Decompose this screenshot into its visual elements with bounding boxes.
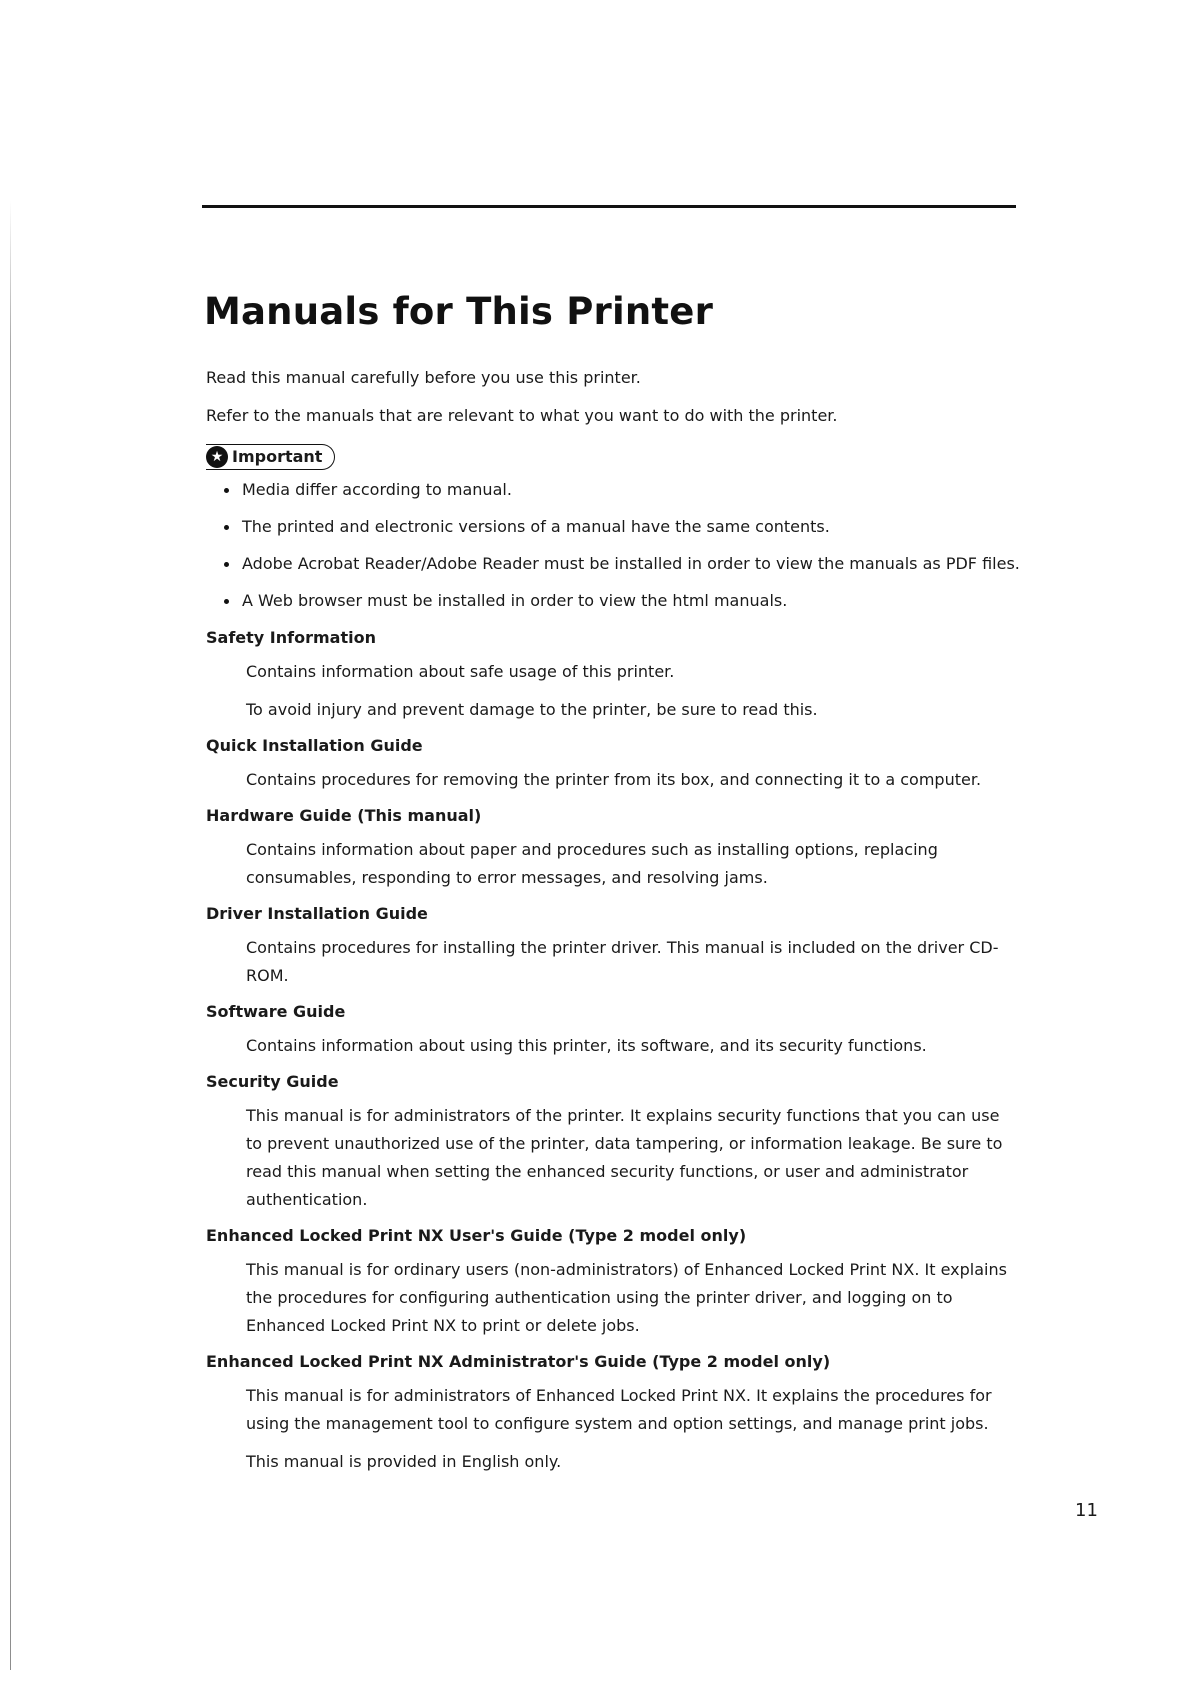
page-number: 11	[1075, 1500, 1098, 1521]
guide-software	[206, 1000, 1036, 1060]
guide-description: This manual is for administrators of the printer. It explains security functions that you can use to prevent unauthorized use of the printer, data tampering, or information leakage. Be sure to read this manual when setting the enhanced security functions, or user and administrator authentication.	[246, 1106, 1003, 1209]
guide-title: Security Guide	[206, 1072, 339, 1091]
guide-locked-print-user	[206, 1224, 1036, 1340]
guide-description: This manual is provided in English only.	[246, 1452, 562, 1471]
intro-paragraph: Refer to the manuals that are relevant to what you want to do with the printer.	[206, 406, 838, 425]
guide-description: Contains information about paper and procedures such as installing options, replacing consumables, responding to error messages, and resolving jams.	[246, 840, 938, 887]
guide-title: Enhanced Locked Print NX Administrator's Guide (Type 2 model only)	[206, 1352, 831, 1371]
guide-title: Software Guide	[206, 1002, 346, 1021]
list-item: Adobe Acrobat Reader/Adobe Reader must be installed in order to view the manuals as PDF files.	[224, 552, 1036, 576]
guide-title: Safety Information	[206, 628, 376, 647]
guide-description: Contains procedures for removing the printer from its box, and connecting it to a computer.	[246, 770, 982, 789]
star-icon: ★	[206, 446, 228, 468]
guide-driver-installation	[206, 902, 1036, 990]
intro-paragraph: Read this manual carefully before you use this printer.	[206, 368, 641, 387]
guide-description: This manual is for ordinary users (non-administrators) of Enhanced Locked Print NX. It explains the procedures for configuring authentication using the printer driver, and logging on to Enhanced Locked Print NX to print or delete jobs.	[246, 1260, 1007, 1335]
guide-description: To avoid injury and prevent damage to the printer, be sure to read this.	[246, 700, 818, 719]
page-content	[206, 366, 1036, 1486]
guide-description: Contains information about safe usage of this printer.	[246, 662, 675, 681]
important-label: Important	[232, 447, 323, 466]
header-rule	[202, 205, 1016, 208]
guide-hardware	[206, 804, 1036, 892]
list-item: The printed and electronic versions of a manual have the same contents.	[224, 515, 1036, 539]
important-list	[206, 478, 1036, 613]
page-title: Manuals for This Printer	[204, 290, 714, 333]
guide-title: Driver Installation Guide	[206, 904, 428, 923]
guide-title: Enhanced Locked Print NX User's Guide (Type 2 model only)	[206, 1226, 747, 1245]
guide-title: Quick Installation Guide	[206, 736, 423, 755]
guide-security	[206, 1070, 1036, 1214]
guide-description: Contains information about using this printer, its software, and its security functions.	[246, 1036, 927, 1055]
guide-title: Hardware Guide (This manual)	[206, 806, 482, 825]
guide-quick-installation	[206, 734, 1036, 794]
guide-description: This manual is for administrators of Enhanced Locked Print NX. It explains the procedures for using the management tool to configure system and option settings, and manage print jobs.	[246, 1386, 992, 1433]
guide-description: Contains procedures for installing the printer driver. This manual is included on the driver CD-ROM.	[246, 938, 999, 985]
intro	[206, 366, 1036, 428]
list-item: A Web browser must be installed in order to view the html manuals.	[224, 589, 1036, 613]
guide-locked-print-admin	[206, 1350, 1036, 1476]
list-item: Media differ according to manual.	[224, 478, 1036, 502]
important-badge	[206, 444, 335, 470]
scan-edge-line	[10, 200, 11, 1670]
guide-safety-information	[206, 626, 1036, 724]
